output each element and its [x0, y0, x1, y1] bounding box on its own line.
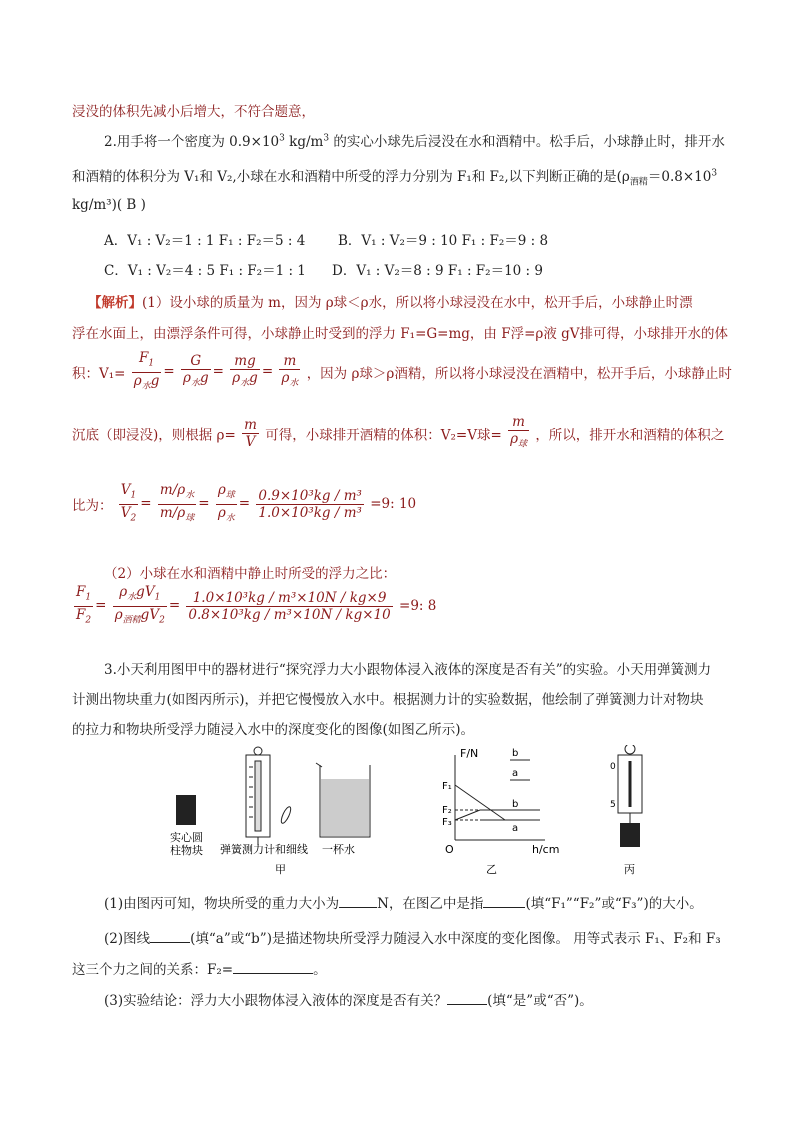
meter-label: 弹簧测力计和细线: [220, 843, 308, 856]
frac-rhogv: $\frac{\rho_水gV_1}{\rho_{酒精}gV_2}$: [114, 584, 165, 626]
legend-b: b: [512, 748, 519, 759]
f1-label: F₁: [442, 781, 452, 792]
f3-label: F₃: [442, 817, 452, 828]
q3-line2: 计测出物块重力(如图丙所示)，并把它慢慢放入水中。根据测力计的实验数据，他绘制了弹簧测力计对物块: [72, 692, 704, 708]
q2-option-b: B．V₁ : V₂＝9 : 10 F₁ : F₂＝9 : 8: [338, 233, 549, 249]
cup-label: 一杯水: [322, 843, 355, 856]
experiment-figure: [160, 745, 660, 885]
q3-line3: 的拉力和物块所受浮力随浸入水中的深度变化的图像(如图乙所示)。: [72, 722, 475, 738]
block-label-1: 实心圆: [170, 831, 203, 844]
q2-option-c: C．V₁ : V₂＝4 : 5 F₁ : F₂＝1 : 1: [104, 263, 306, 279]
frac-m: $\frac{m}{\rho_水}$: [281, 352, 299, 389]
frac-v2: $\frac{m}{\rho_球}$: [510, 414, 528, 450]
answer-blank-line[interactable]: [150, 930, 190, 943]
analysis-p6: （2）小球在水和酒精中静止时所受的浮力之比：: [104, 566, 397, 582]
axis-x-label: h/cm: [532, 843, 560, 856]
analysis-p7: $\frac{F_1}{F_2}$ = $\frac{\rho_水gV_1}{\rho_{酒精}gV_2}$ = $\frac{\text{1.0×10³kg / m³×10N / kg×9}}{\text{0.8×10³kg / m³×10N / kg×10}}$ =9: 8: [72, 584, 436, 634]
hanging-scale: [618, 745, 642, 847]
line-a-label: a: [512, 823, 519, 834]
q3-sub1: (1)由图丙可知，物块所受的重力大小为 N，在图乙中是指 (填“F₁”“F₂”或“F₃”)的大小。: [104, 896, 703, 912]
fig-jia: 甲: [275, 863, 286, 876]
block-label-2: 柱物块: [170, 844, 203, 857]
q2-line1: 2.用手将一个密度为 $0.9\times 10^3$ $kg/m^3$ 的实心小球先后浸没在水和酒精中。松手后，小球静止时，排开水: [104, 133, 725, 150]
analysis-p4: 沉底（即浸没)，则根据 ρ= $\frac{m}{V}$ 可得，小球排开酒精的体积：V₂=V球= $\frac{m}{\rho_球}$ ，所以，排开水和酒精的体积之: [72, 414, 724, 454]
frac-g: $\frac{G}{\rho_水g}$: [183, 352, 209, 389]
analysis-p3: 积：V₁= $\frac{F_1}{\rho_水g}$ = $\frac{G}{\rho_水g}$ = $\frac{mg}{\rho_水g}$ = $\frac{m}{\rho_水}$ ，因为 ρ球＞ρ酒精，所以将小球浸没在酒精中，松开手后，小球静止时: [72, 350, 732, 390]
axis-y-label: F/N: [460, 747, 479, 760]
answer-blank-conclusion[interactable]: [447, 992, 487, 1005]
fig-bing: 丙: [624, 863, 635, 876]
cylinder-block: [176, 795, 196, 825]
frac-v1v2: $\frac{V_1}{V_2}$: [120, 482, 137, 524]
spring-scale: [246, 747, 270, 845]
analysis-p5: 比为： $\frac{V_1}{V_2}$ = $\frac{m/\rho_水}{m/\rho_球}$ = $\frac{\rho_球}{\rho_水}$ = $\frac{\text{0.9×10³kg / m³}}{\text{1.0×10³kg / m³}}$ =9: 10: [72, 482, 416, 538]
frac-f1f2: $\frac{F_1}{F_2}$: [76, 584, 92, 626]
q2-option-a: A．V₁ : V₂＝1 : 1 F₁ : F₂＝5 : 4: [104, 233, 306, 249]
scale-0-label: 0: [610, 762, 616, 772]
answer-blank-relation[interactable]: [233, 961, 313, 974]
frac-rho: $\frac{m}{V}$: [244, 416, 257, 450]
fig-yi: 乙: [486, 863, 497, 876]
q2-option-d: D．V₁ : V₂＝8 : 9 F₁ : F₂＝10 : 9: [332, 263, 543, 279]
q2-line2: 和酒精的体积分为 V₁和 V₂,小球在水和酒精中所受的浮力分别为 F₁和 F₂,以下判断正确的是($\rho_{酒精}=0.8\times 10^3$: [72, 168, 718, 188]
q2-line3: kg/m³)( B ): [72, 197, 146, 213]
frac-mg: $\frac{mg}{\rho_水g}$: [232, 352, 258, 389]
intro-line: 浸没的体积先减小后增大，不符合题意，: [72, 104, 315, 120]
scale-5-label: 5: [610, 800, 616, 810]
q3-line1: 3.小天利用图甲中的器材进行“探究浮力大小跟物体浸入液体的深度是否有关”的实验。小天用弹簧测力: [104, 662, 712, 678]
frac-nested: $\frac{m/\rho_水}{m/\rho_球}$: [159, 482, 195, 524]
q3-sub4: (3)实验结论：浮力大小跟物体浸入液体的深度是否有关？ (填“是”或“否”)。: [104, 993, 593, 1009]
analysis-p1: 【解析】(1）设小球的质量为 m，因为 ρ球＜ρ水，所以将小球浸没在水中，松开手后，小球静止时漂: [88, 295, 693, 311]
analysis-p2: 浮在水面上，由漂浮条件可得，小球静止时受到的浮力 F₁=G=mg，由 F浮=ρ液 gV排可得，小球排开水的体: [72, 326, 729, 342]
line-b-label: b: [512, 799, 519, 810]
frac-density-values: $\frac{\text{0.9×10³kg / m³}}{\text{1.0×10³kg / m³}}$: [258, 487, 362, 521]
frac-force-values: $\frac{\text{1.0×10³kg / m³×10N / kg×9}}{\text{0.8×10³kg / m³×10N / kg×10}}$: [188, 589, 391, 623]
q3-sub3: 这三个力之间的关系：F₂= 。: [72, 962, 327, 978]
answer-blank-force[interactable]: [483, 895, 525, 908]
frac-f1: $\frac{F_1}{\rho_水g}$: [133, 350, 160, 392]
origin-label: O: [445, 843, 454, 856]
q3-sub2: (2)图线 (填“a”或“b”)是描述物块所受浮力随浸入水中深度的变化图像。 用等式表示 F₁、F₂和 F₃: [104, 931, 721, 947]
f2-label: F₂: [442, 805, 452, 816]
answer-blank-weight[interactable]: [339, 895, 377, 908]
force-depth-graph: [455, 755, 545, 840]
beaker: [316, 763, 370, 837]
thread-icon: [279, 806, 292, 825]
frac-rhos: $\frac{\rho_球}{\rho_水}$: [217, 482, 235, 524]
legend-a: a: [512, 768, 519, 779]
